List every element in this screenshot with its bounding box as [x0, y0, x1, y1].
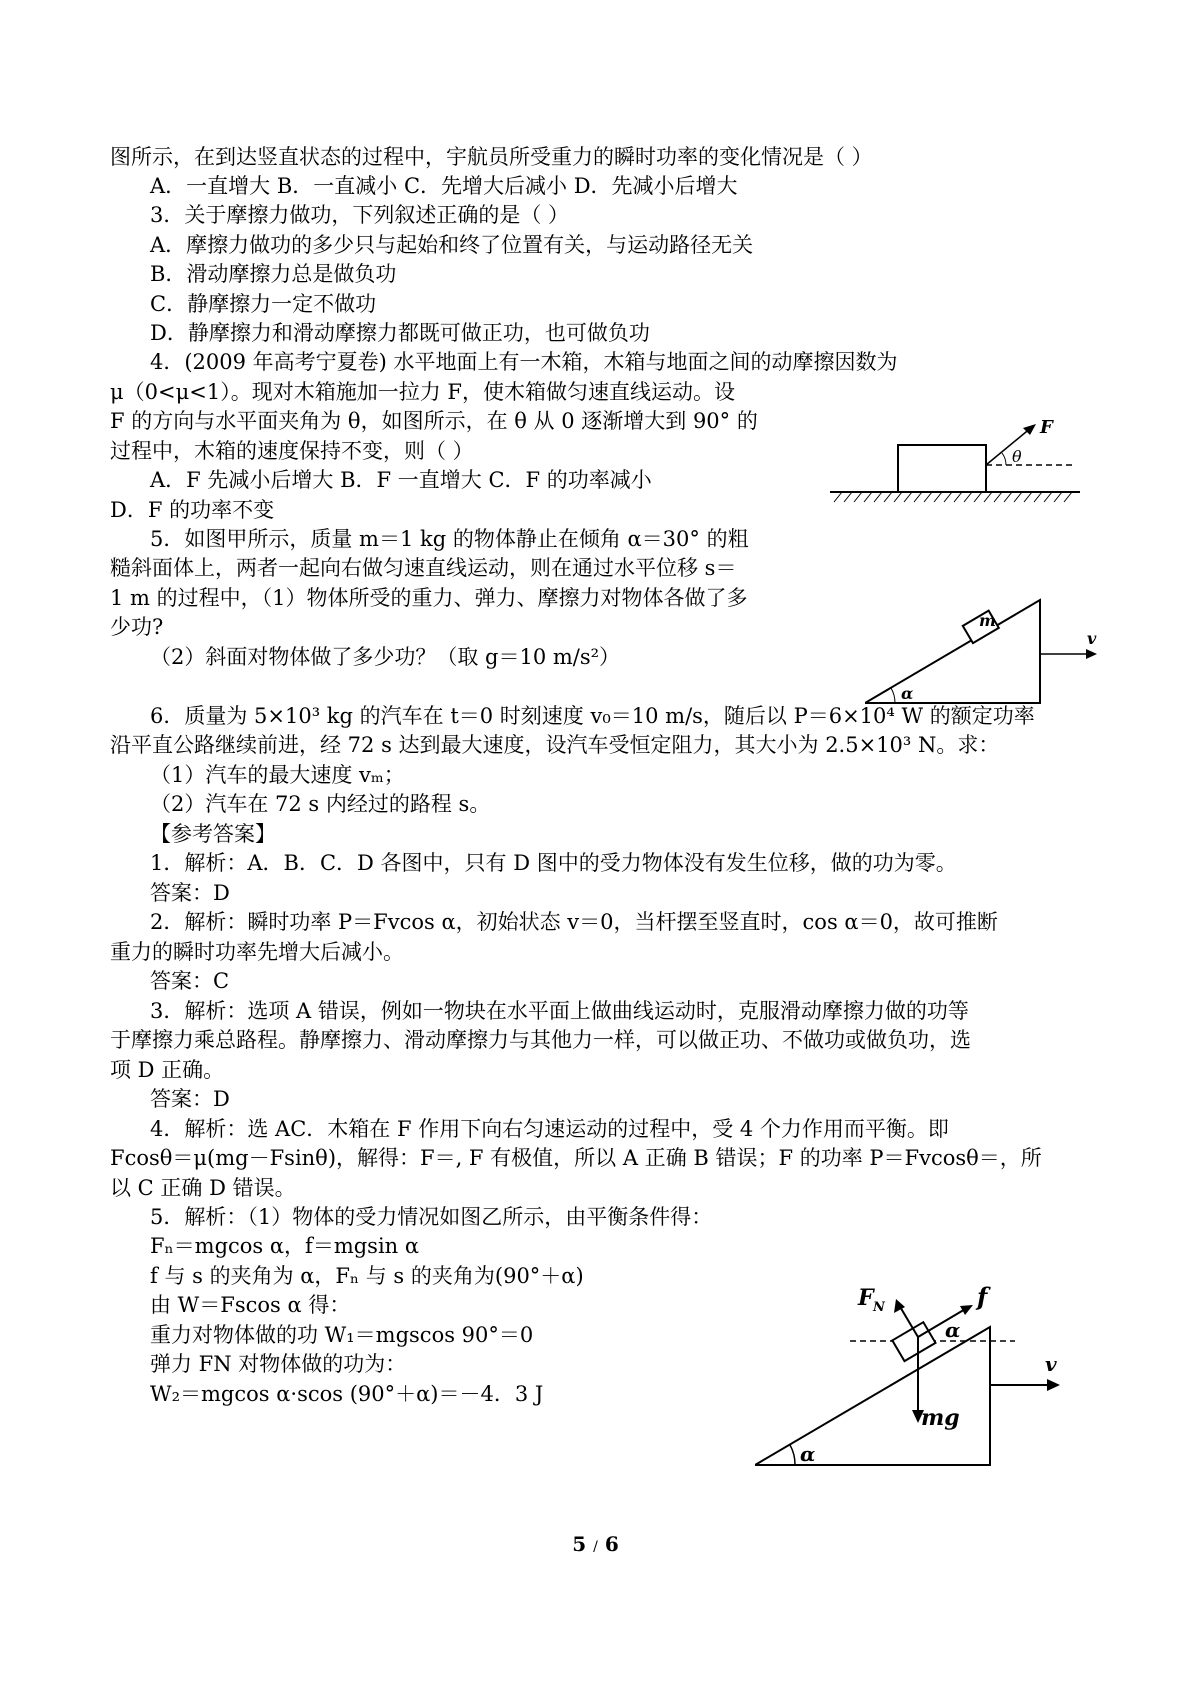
angle-arc [1002, 453, 1006, 465]
text-line: C．静摩擦力一定不做功 [150, 292, 377, 316]
page-number [0, 1532, 1191, 1556]
text-line: 图所示，在到达竖直状态的过程中，宇航员所受重力的瞬时功率的变化情况是（ ） [110, 145, 873, 169]
friction-label: f [977, 1282, 988, 1311]
angle-arc [790, 1445, 795, 1465]
text-line: 由 W＝Fscos α 得： [150, 1293, 351, 1317]
text-line: 以 C 正确 D 错误。 [110, 1176, 296, 1200]
force-label: F [1040, 417, 1053, 438]
text-line: （2）斜面对物体做了多少功？（取 g＝10 m/s²） [150, 645, 621, 669]
box-force-figure [830, 415, 1080, 505]
ground-hatching [834, 492, 1072, 502]
text-line: f 与 s 的夹角为 α，Fₙ 与 s 的夹角为(90°＋α) [150, 1264, 584, 1288]
incline-figure-a [865, 590, 1105, 710]
text-line: 重力的瞬时功率先增大后减小。 [110, 940, 404, 964]
text-line: μ（0<μ<1）。现对木箱施加一拉力 F，使木箱做匀速直线运动。设 [110, 380, 735, 404]
wooden-box [898, 445, 986, 492]
velocity-arrowhead [1086, 649, 1097, 659]
velocity-label: v [1087, 629, 1097, 648]
text-line: A．一直增大 B．一直减小 C．先增大后减小 D．先减小后增大 [150, 174, 738, 198]
page-total: 6 [604, 1532, 619, 1556]
text-line: 弹力 FN 对物体做的功为： [150, 1352, 407, 1376]
gravity-label: mg [921, 1405, 960, 1431]
text-line: D．F 的功率不变 [110, 498, 275, 522]
text-line: 过程中，木箱的速度保持不变，则（ ） [110, 439, 474, 463]
section-heading: 【参考答案】 [150, 822, 276, 846]
text-line: 4．(2009 年高考宁夏卷) 水平地面上有一木箱，木箱与地面之间的动摩擦因数为 [150, 350, 898, 374]
text-line: 1．解析：A．B．C．D 各图中，只有 D 图中的受力物体没有发生位移，做的功为零。 [150, 851, 957, 875]
text-line: 沿平直公路继续前进，经 72 s 达到最大速度，设汽车受恒定阻力，其大小为 2.5×10³ N。求： [110, 733, 1000, 757]
text-line: 答案：C [150, 969, 230, 993]
text-line: D．静摩擦力和滑动摩擦力都既可做正功，也可做负功 [150, 321, 650, 345]
text-line: 1 m 的过程中，（1）物体所受的重力、弹力、摩擦力对物体各做了多 [110, 586, 748, 610]
text-line: 糙斜面体上，两者一起向右做匀速直线运动，则在通过水平位移 s＝ [110, 556, 737, 580]
text-line: A．摩擦力做功的多少只与起始和终了位置有关，与运动路径无关 [150, 233, 754, 257]
top-angle-label: α [945, 1318, 961, 1342]
force-arrow [986, 427, 1032, 465]
text-line: 3．解析：选项 A 错误，例如一物块在水平面上做曲线运动时，克服滑动摩擦力做的功等 [150, 999, 969, 1023]
incline-figure-b [755, 1275, 1065, 1470]
page-current: 5 [572, 1532, 587, 1556]
text-line: F 的方向与水平面夹角为 θ，如图所示，在 θ 从 0 逐渐增大到 90° 的 [110, 409, 758, 433]
angle-label: θ [1012, 447, 1022, 466]
mass-block [892, 1322, 935, 1361]
text-line: 答案：D [150, 1087, 230, 1111]
velocity-label: v [1045, 1352, 1057, 1376]
text-line: 重力对物体做的功 W₁＝mgscos 90°＝0 [150, 1323, 534, 1347]
incline-wedge [865, 600, 1040, 703]
text-line: 答案：D [150, 881, 230, 905]
text-line: Fₙ＝mgcos α，f＝mgsin α [150, 1234, 420, 1258]
text-line: Fcosθ＝μ(mg－Fsinθ)，解得：F＝, F 有极值，所以 A 正确 B 错误；F 的功率 P＝Fvcosθ＝，所 [110, 1146, 1042, 1170]
angle-arc [891, 688, 895, 703]
text-line: A．F 先减小后增大 B．F 一直增大 C．F 的功率减小 [150, 468, 652, 492]
text-line: 项 D 正确。 [110, 1058, 225, 1082]
velocity-arrowhead [1047, 1379, 1060, 1391]
angle-label: α [800, 1442, 816, 1466]
page-separator: / [593, 1539, 598, 1555]
angle-label: α [901, 684, 914, 703]
text-line: （1）汽车的最大速度 vₘ； [150, 763, 405, 787]
text-line: （2）汽车在 72 s 内经过的路程 s。 [150, 792, 491, 816]
incline-wedge [755, 1327, 990, 1465]
normal-force-subscript: N [873, 1300, 885, 1315]
text-line: 5．如图甲所示，质量 m＝1 kg 的物体静止在倾角 α＝30° 的粗 [150, 527, 749, 551]
text-line: 6．质量为 5×10³ kg 的汽车在 t＝0 时刻速度 v₀＝10 m/s，随后以 P＝6×10⁴ W 的额定功率 [150, 704, 1035, 728]
text-line: B．滑动摩擦力总是做负功 [150, 262, 397, 286]
text-line: 4．解析：选 AC．木箱在 F 作用下向右匀速运动的过程中，受 4 个力作用而平衡。即 [150, 1117, 949, 1141]
text-line: 2．解析：瞬时功率 P＝Fvcos α，初始状态 v＝0，当杆摆至竖直时，cos α＝0，故可推断 [150, 910, 998, 934]
text-line: 3．关于摩擦力做功，下列叙述正确的是（ ） [150, 203, 570, 227]
text-line: 5．解析：（1）物体的受力情况如图乙所示，由平衡条件得： [150, 1205, 713, 1229]
text-line: 于摩擦力乘总路程。静摩擦力、滑动摩擦力与其他力一样，可以做正功、不做功或做负功，选 [110, 1028, 971, 1052]
text-line: 少功? [110, 615, 164, 639]
text-line: W₂＝mgcos α·scos (90°＋α)＝－4．3 J [150, 1382, 544, 1406]
normal-force-label: F [858, 1285, 874, 1311]
mass-label: m [979, 611, 996, 630]
